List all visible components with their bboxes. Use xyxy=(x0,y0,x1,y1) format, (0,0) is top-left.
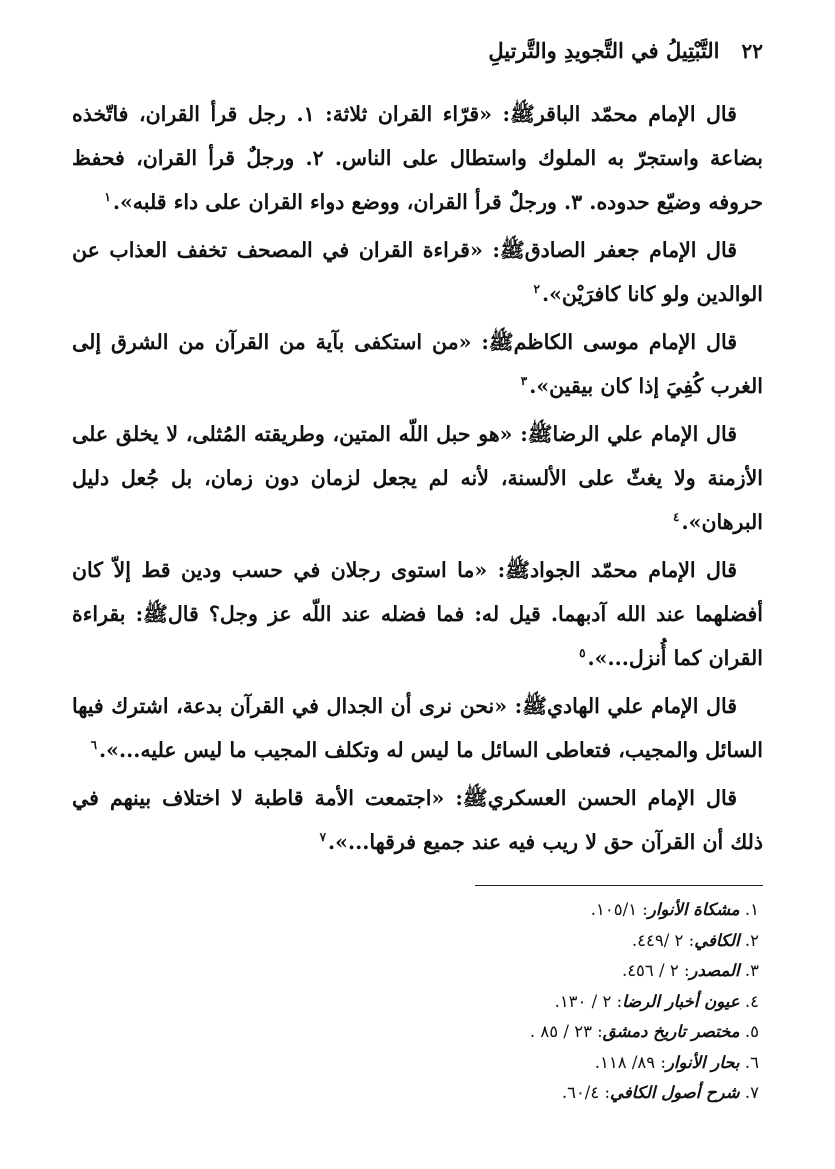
hadith-paragraph xyxy=(72,684,763,772)
footnote-ref[interactable]: ٦ xyxy=(90,738,98,753)
footnote-ref[interactable]: ٣ xyxy=(520,374,528,389)
speaker: قال الإمام موسى الكاظمﷺ: xyxy=(481,330,737,354)
footnote-source: شرح أصول الكافي xyxy=(610,1083,740,1102)
quote: «قرّاء القران ثلاثة: ١. رجل قرأ القران، فاتّخذه بضاعة واستجرّ به الملوك واستطال على الناس. ٢. ورجلٌ قرأ القران، فحفظ حروفه وضيّع حدوده. ٣. ورجلٌ قرأ القران، ووضع دواء القران على داء قلبه». xyxy=(72,102,763,214)
footnote-citation: : ٦٠/٤. xyxy=(561,1083,611,1102)
quote: «هو حبل اللّه المتين، وطريقته المُثلى، لا يخلق على الأزمنة ولا يغثّ على الألسنة، لأنه لم يجعل لزمان دون زمان، بل جُعل دليل البرهان». xyxy=(72,422,763,534)
footnote-number: ٣. xyxy=(744,961,759,980)
footnote-item xyxy=(72,956,759,987)
hadith-paragraph xyxy=(72,92,763,224)
quote: «ما استوى رجلان في حسب ودين قط إلاّ كان أفضلهما عند الله آدبهما. قيل له: فما فضله عند اللّه عز وجل؟ قالﷺ: بقراءة القران كما أُنزل...». xyxy=(72,558,763,670)
hadith-paragraph xyxy=(72,228,763,316)
footnote-number: ٢. xyxy=(744,930,759,950)
speaker: قال الإمام علي الهاديﷺ: xyxy=(514,694,737,718)
footnote-citation: : ٢ / ٤٥٦. xyxy=(621,961,690,980)
footnote-citation: : ٢ /٤٤٩. xyxy=(631,930,695,950)
footnote-citation: : ٢٣ / ٨٥ . xyxy=(529,1022,603,1041)
footnote-source: بحار الأنوار xyxy=(665,1052,740,1072)
speaker: قال الإمام محمّد الباقرﷺ: xyxy=(502,102,737,126)
footnote-item xyxy=(72,926,759,957)
footnote-number: ٧. xyxy=(744,1083,759,1102)
footnote-item xyxy=(72,895,759,926)
footnote-divider xyxy=(475,885,763,886)
footnotes-list xyxy=(72,895,759,1109)
page-body xyxy=(72,92,763,868)
footnote-source: الكافي xyxy=(694,930,740,950)
hadith-paragraph xyxy=(72,776,763,864)
footnote-citation: : ٨٩/ ١١٨. xyxy=(594,1052,666,1072)
footnote-item xyxy=(72,987,759,1018)
footnote-ref[interactable]: ٧ xyxy=(319,830,327,845)
footnote-number: ١. xyxy=(744,900,759,919)
page-number: ٢٢ xyxy=(741,39,763,63)
footnote-number: ٤. xyxy=(744,991,759,1011)
footnote-source: مشكاة الأنوار xyxy=(647,900,740,919)
footnote-source: المصدر xyxy=(689,961,740,980)
speaker: قال الإمام علي الرضاﷺ: xyxy=(520,422,737,446)
page-header xyxy=(72,38,763,63)
speaker: قال الإمام جعفر الصادقﷺ: xyxy=(492,238,737,262)
footnote-item xyxy=(72,1017,759,1048)
footnote-source: عيون أخبار الرضا xyxy=(622,991,740,1011)
quote: «من استكفى بآية من القرآن من الشرق إلى الغرب كُفِيَ إذا كان بيقين». xyxy=(72,330,763,398)
footnote-item xyxy=(72,1048,759,1079)
hadith-paragraph xyxy=(72,412,763,544)
footnote-number: ٦. xyxy=(744,1052,759,1072)
footnote-citation: : ١٠٥/١. xyxy=(590,900,648,919)
footnote-ref[interactable]: ٤ xyxy=(673,510,680,525)
footnote-ref[interactable]: ٥ xyxy=(579,646,586,661)
footnote-source: مختصر تاريخ دمشق xyxy=(602,1022,740,1041)
speaker: قال الإمام الحسن العسكريﷺ: xyxy=(455,786,737,810)
footnote-ref[interactable]: ٢ xyxy=(533,282,540,297)
hadith-paragraph xyxy=(72,320,763,408)
footnote-item xyxy=(72,1078,759,1109)
footnote-number: ٥. xyxy=(744,1022,759,1041)
quote: «نحن نرى أن الجدال في القرآن بدعة، اشترك فيها السائل والمجيب، فتعاطى السائل ما ليس له وتكلف المجيب ما ليس عليه...». xyxy=(72,694,763,762)
quote: «اجتمعت الأمة قاطبة لا اختلاف بينهم في ذلك أن القرآن حق لا ريب فيه عند جميع فرقها...». xyxy=(72,786,763,854)
footnote-citation: : ٢ / ١٣٠. xyxy=(554,991,623,1011)
footnote-ref[interactable]: ١ xyxy=(104,190,111,205)
quote: «قراءة القران في المصحف تخفف العذاب عن الوالدين ولو كانا كافرَيْن». xyxy=(72,238,763,306)
running-title: التَّبْتِيلُ في التَّجويدِ والتَّرتيلِ xyxy=(488,38,720,63)
speaker: قال الإمام محمّد الجوادﷺ: xyxy=(497,558,737,582)
hadith-paragraph xyxy=(72,548,763,680)
